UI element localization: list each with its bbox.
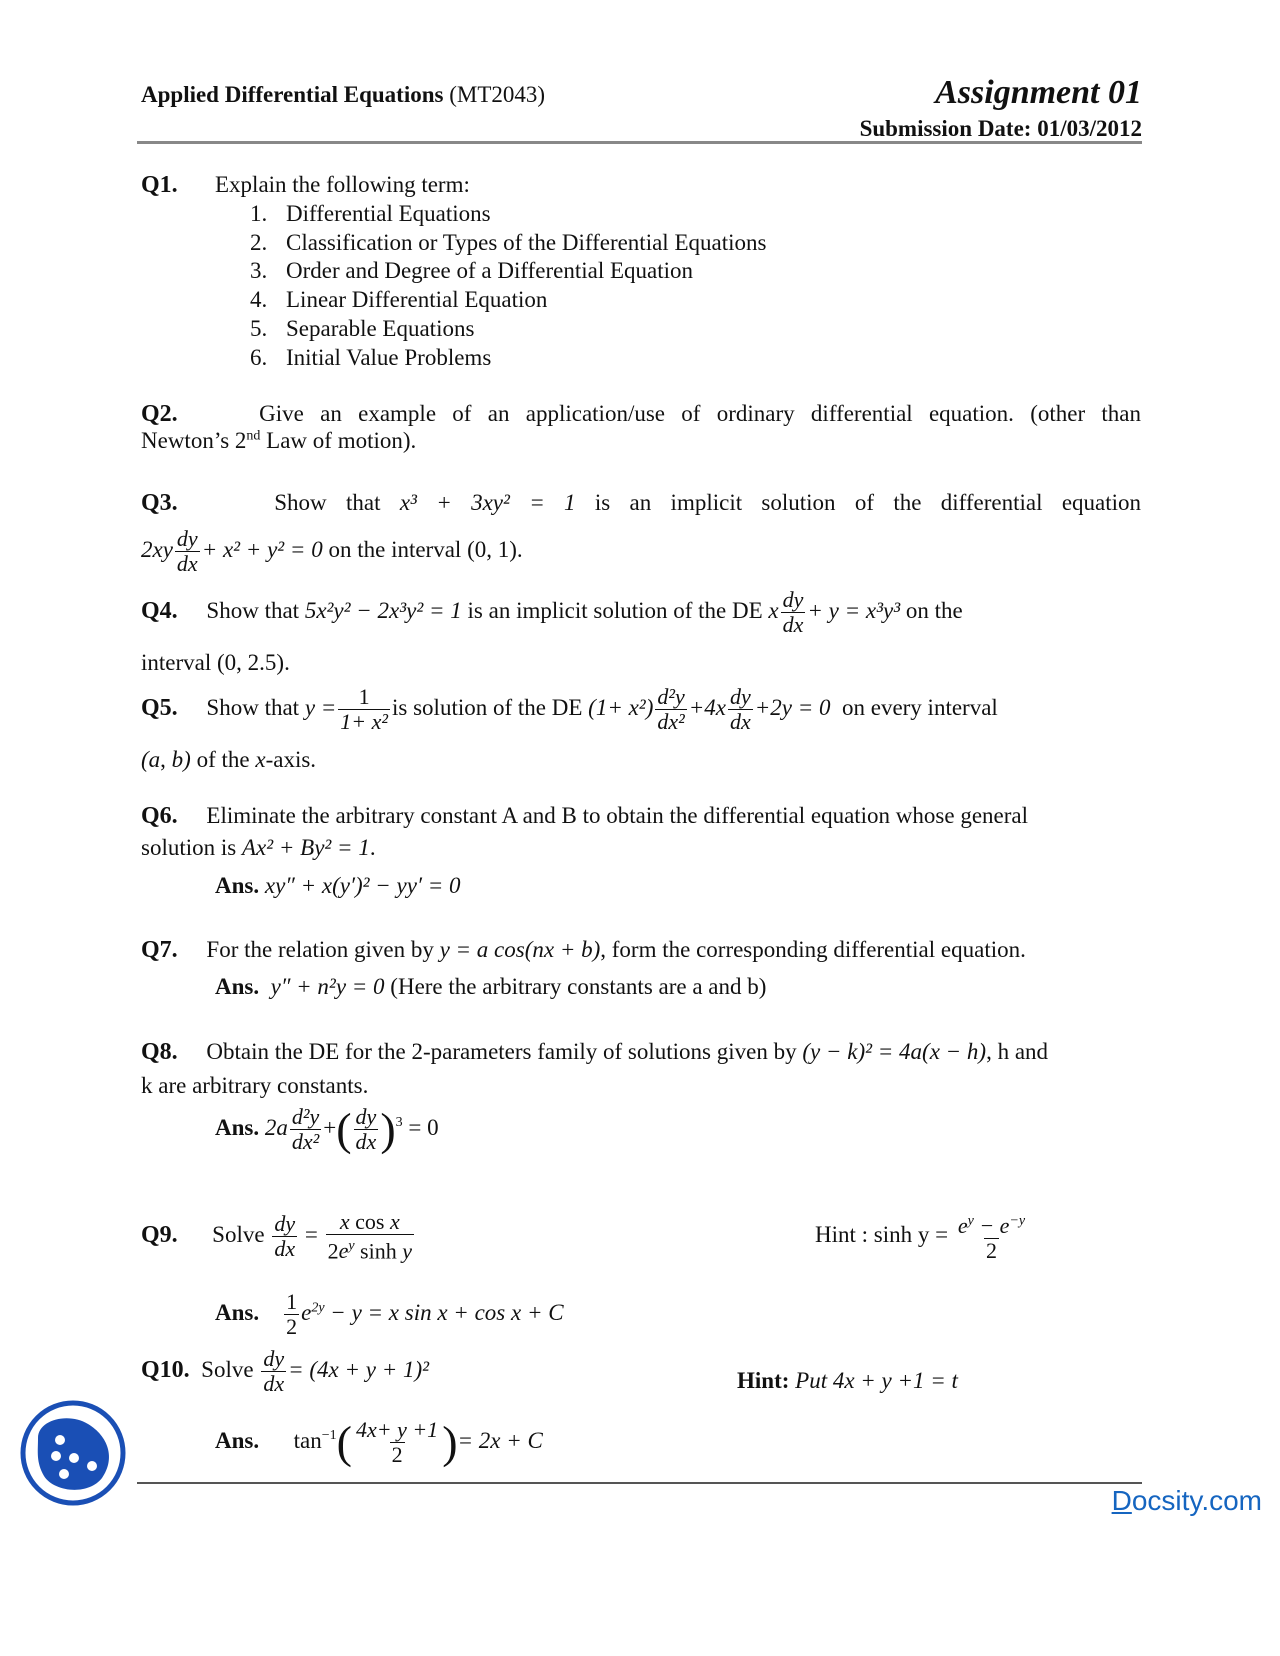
q8-line1: Q8. Obtain the DE for the 2-parameters family of solutions given by (y − k)² = 4a(x − h), h and [141,1039,1049,1065]
q10-answer: Ans. $\tan^{-1}$( $\frac{4x+ y +1}{2}$ )= 2x + C [215,1416,543,1468]
list-item: 4. Linear Differential Equation [250,287,548,313]
header-rule [137,141,1142,144]
q4-equation: 5x²y² − 2x³y² = 1 [304,597,462,623]
q10-label: Q10. [141,1356,190,1383]
q6-line1: Q6. Eliminate the arbitrary constant A and B to obtain the differential equation whose general [141,803,1028,829]
q2-label: Q2. [141,401,178,427]
q2-line1: Q2. Give an example of an application/use of ordinary differential equation. (other than [141,401,1142,427]
q1-intro: Explain the following term: [215,172,470,197]
q3-equation: x³ + 3xy² = 1 [399,490,576,515]
list-item: 1. Differential Equations [250,201,491,226]
q9-label: Q9. [141,1221,178,1248]
list-item: 6. Initial Value Problems [250,344,492,370]
docsity-brand[interactable]: Docsity.com [1111,1485,1262,1516]
docsity-logo-icon [20,1400,126,1506]
footer-rule [137,1482,1142,1484]
course-title [141,82,545,108]
q6-label: Q6. [141,803,178,829]
q3-label: Q3. [141,490,178,516]
q9-question: Q9. Solve $\frac{dy}{dx}$ = $\frac{\text{x cos x}}{2e^y \sinh y}$ [141,1209,412,1264]
q2-line2: Newton’s 2nd Law of motion). [141,428,417,453]
course-code: (MT2043) [449,82,546,107]
list-item: 3. Order and Degree of a Differential Equation [250,258,694,284]
q8-line2: k are arbitrary constants. [141,1073,369,1098]
q1-list [250,200,766,372]
assignment-title: Assignment 01 [935,74,1142,111]
q1-label: Q1. [141,172,178,198]
submission-date: Submission Date: 01/03/2012 [859,116,1142,141]
q7-answer: Ans. y″ + n²y = 0 (Here the arbitrary constants are a and b) [215,974,767,999]
q4-label: Q4. [141,597,178,624]
q10-hint: Hint: Put 4x + y +1 = t [737,1368,958,1393]
q8-answer: Ans. 2a $\frac{\text{d²y}}{\text{dx²}}$ +( $\frac{dy}{dx}$ )$^3$ = 0 [215,1103,439,1155]
q9-hint: Hint : sinh y = $\frac{e^y - e^{-y}}{2}$ [815,1213,1026,1264]
q10-question: Q10. Solve $\frac{dy}{dx}$ = (4x + y + 1)² [141,1346,430,1396]
q3-line1: Q3. Show that x³ + 3xy² = 1 is an implicit solution of the differential equation [141,490,1142,516]
q5-label: Q5. [141,694,178,721]
course-name: Applied Differential Equations [141,82,444,107]
q6-answer: Ans. xy″ + x(y′)² − yy′ = 0 [215,873,461,898]
list-item: 5. Separable Equations [250,315,475,341]
q9-answer: Ans. $\frac{1}{2}$ $e^{2y} - y = x$ sin x + cos x + C [215,1289,564,1339]
q3-line2: 2xy $\frac{dy}{dx}$ + x² + y² = 0 on the interval (0, 1). [141,526,523,576]
q6-equation: Ax² + By² = 1 [241,835,370,860]
q5-line2: (a, b) of the x-axis. [141,747,317,772]
q5-line1: Q5. Show that y = $\frac{1}{\text{1+ x²}}$ is solution of the DE (1+ x²) $\frac{\text{d²y}}{\text{dx²}}$ +4x $\frac{dy}{dx}$ +2y = 0 on every interval [141,684,998,734]
q4-line1: Q4. Show that 5x²y² − 2x³y² = 1 is an implicit solution of the DE x $\frac{dy}{dx}$ + y = x³y³ on the [141,587,963,637]
list-item: 2. Classification or Types of the Differential Equations [250,229,767,255]
q7-line1: Q7. For the relation given by y = a cos(nx + b), form the corresponding differential equation. [141,937,1026,963]
q6-line2: solution is Ax² + By² = 1. [141,835,376,860]
q4-line2: interval (0, 2.5). [141,650,290,675]
q7-label: Q7. [141,937,178,963]
q8-label: Q8. [141,1039,178,1065]
